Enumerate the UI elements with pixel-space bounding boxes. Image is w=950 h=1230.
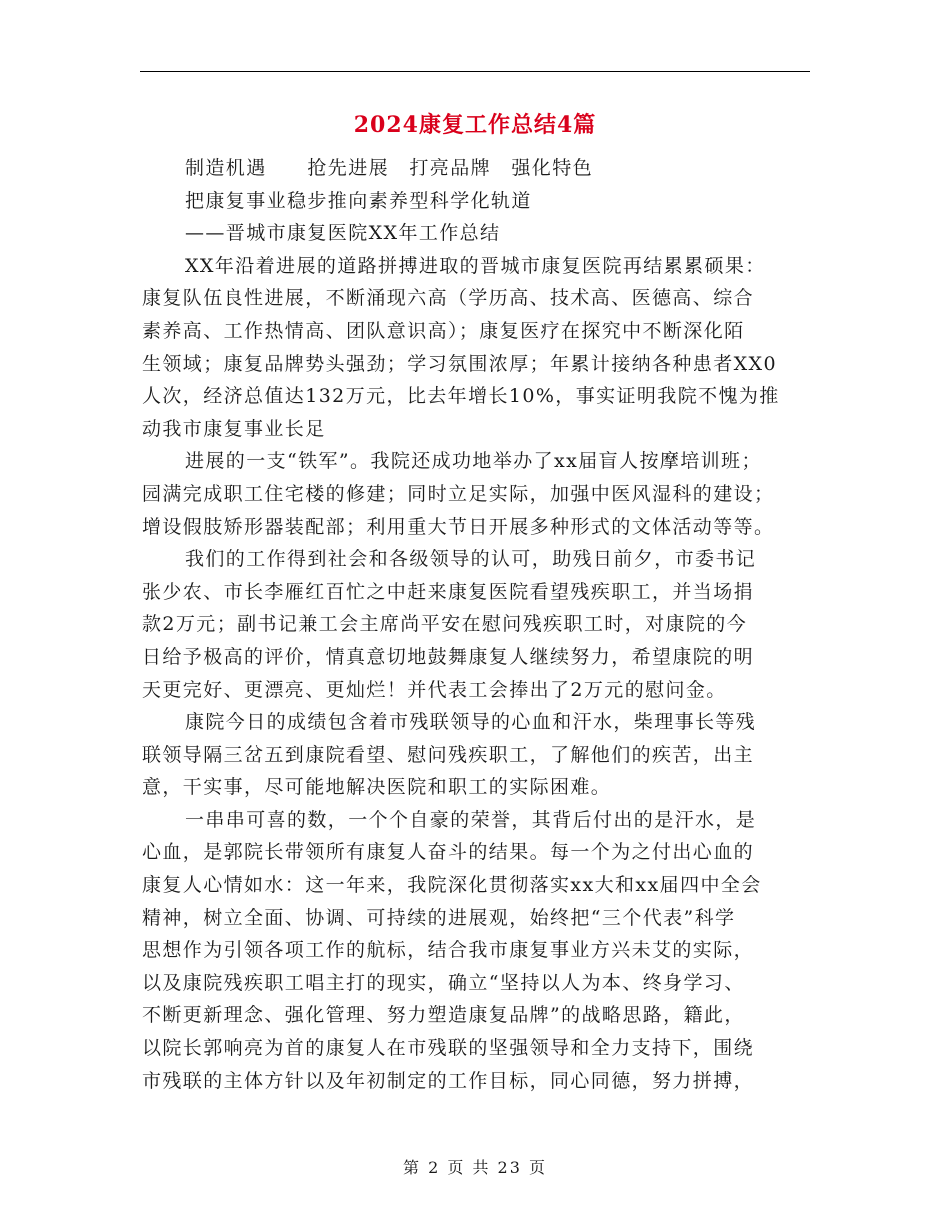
text-line: 心血，是郭院长带领所有康复人奋斗的结果。每一个为之付出心血的 bbox=[142, 841, 755, 864]
text-line: 康院今日的成绩包含着市残联领导的心血和汗水，柴理事长等残 bbox=[185, 711, 757, 734]
text-line: 园满完成职工住宅楼的修建；同时立足实际，加强中医风湿科的建设； bbox=[142, 482, 775, 505]
text-line: 增设假肢矫形器装配部；利用重大节日开展多种形式的文体活动等等。 bbox=[142, 515, 775, 538]
text-line: 一串串可喜的数，一个个自豪的荣誉，其背后付出的是汗水，是 bbox=[185, 808, 757, 831]
text-line: 天更完好、更漂亮、更灿烂！并代表工会捧出了2万元的慰问金。 bbox=[142, 678, 727, 701]
text-line: 康复队伍良性进展，不断涌现六高（学历高、技术高、医德高、综合 bbox=[142, 287, 755, 310]
text-line: 以院长郭响亮为首的康复人在市残联的坚强领导和全力支持下，围绕 bbox=[142, 1037, 755, 1060]
document-body bbox=[142, 152, 822, 1097]
text-line: 联领导隔三岔五到康院看望、慰问残疾职工，了解他们的疾苦，出主 bbox=[142, 743, 755, 766]
text-line: 素养高、工作热情高、团队意识高）；康复医疗在探究中不断深化陌 bbox=[142, 319, 745, 342]
text-line: 意，干实事，尽可能地解决医院和职工的实际困难。 bbox=[142, 776, 612, 799]
text-line: 张少农、市长李雁红百忙之中赶来康复医院看望残疾职工，并当场捐 bbox=[142, 580, 755, 603]
text-line: 动我市康复事业长足 bbox=[142, 417, 326, 440]
text-line: 日给予极高的评价，情真意切地鼓舞康复人继续努力，希望康院的明 bbox=[142, 645, 755, 668]
text-line: 人次，经济总值达132万元，比去年增长10%，事实证明我院不愧为推 bbox=[142, 385, 780, 408]
text-line: 不断更新理念、强化管理、努力塑造康复品牌”的战略思路，籍此， bbox=[142, 1004, 745, 1027]
text-line: 思想作为引领各项工作的航标，结合我市康复事业方兴未艾的实际， bbox=[142, 939, 755, 962]
text-line: 我们的工作得到社会和各级领导的认可，助残日前夕，市委书记 bbox=[185, 548, 757, 571]
text-line: 制造机遇 抢先进展 打亮品牌 强化特色 bbox=[185, 157, 594, 179]
text-line: 把康复事业稳步推向素养型科学化轨道 bbox=[185, 189, 532, 212]
text-line: 康复人心情如水：这一年来，我院深化贯彻落实xx大和xx届四中全会 bbox=[142, 874, 762, 897]
text-line: 市残联的主体方针以及年初制定的工作目标，同心同德，努力拼搏， bbox=[142, 1069, 755, 1092]
text-line: ——晋城市康复医院XX年工作总结 bbox=[185, 222, 501, 245]
text-line: 以及康院残疾职工唱主打的现实，确立“坚持以人为本、终身学习、 bbox=[142, 971, 745, 994]
text-line: XX年沿着进展的道路拼搏进取的晋城市康复医院再结累累硕果： bbox=[185, 254, 766, 277]
page-footer: 第 2 页 共 23 页 bbox=[403, 1158, 547, 1177]
text-line: 款2万元；副书记兼工会主席尚平安在慰问残疾职工时，对康院的今 bbox=[142, 613, 748, 636]
text-line: 进展的一支“铁军”。我院还成功地举办了xx届盲人按摩培训班； bbox=[185, 450, 762, 473]
header-rule bbox=[140, 71, 810, 72]
text-line: 生领域；康复品牌势头强劲；学习氛围浓厚；年累计接纳各种患者XX0 bbox=[142, 352, 777, 375]
text-line: 精神，树立全面、协调、可持续的进展观，始终把“三个代表”科学 bbox=[142, 906, 736, 929]
document-title: 2024康复工作总结4篇 bbox=[353, 112, 597, 138]
